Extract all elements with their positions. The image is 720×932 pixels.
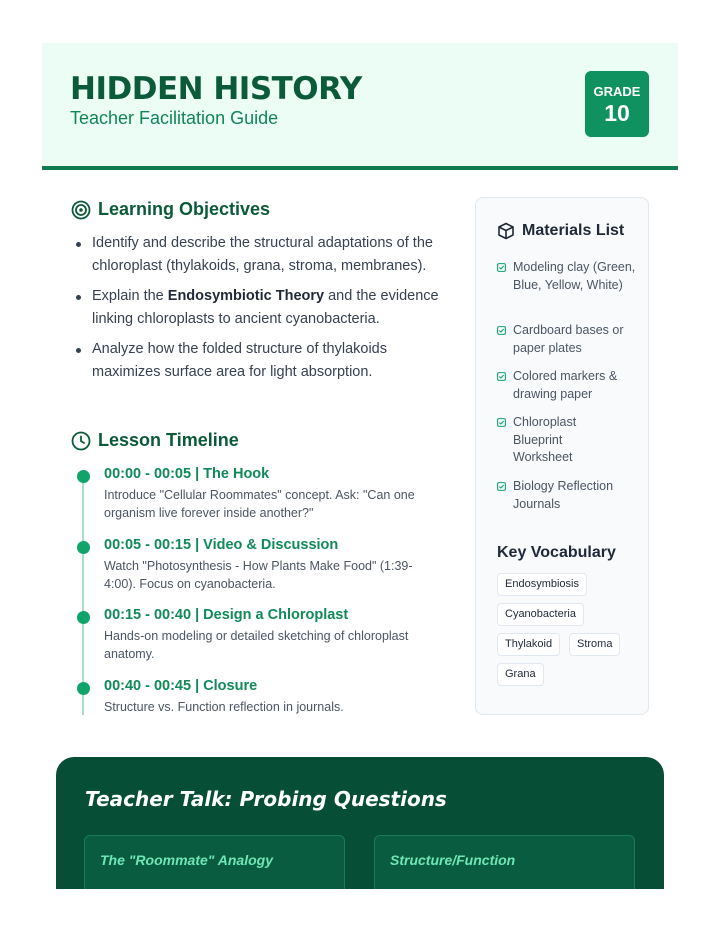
- timeline-dot: [77, 682, 90, 695]
- page-title: HIDDEN HISTORY: [70, 71, 362, 107]
- timeline-time: 00:00 - 00:05 | The Hook: [104, 466, 270, 482]
- teacher-talk-heading: Teacher Talk: Probing Questions: [85, 787, 447, 811]
- check-square-icon: [497, 326, 506, 335]
- vocab-tag: Cyanobacteria: [497, 603, 584, 626]
- objective-item: Analyze how the folded structure of thylakoids maximizes surface area for light absorption.: [76, 338, 448, 384]
- vocab-tag: Stroma: [569, 633, 620, 656]
- box-icon: [497, 222, 515, 240]
- header: [42, 43, 678, 170]
- timeline-desc: Hands-on modeling or detailed sketching of chloroplast anatomy.: [104, 629, 409, 661]
- timeline-heading-text: Lesson Timeline: [98, 430, 239, 450]
- materials-heading: [497, 222, 624, 240]
- material-label: Modeling clay (Green, Blue, Yellow, White): [513, 260, 636, 292]
- grade-badge: [585, 71, 649, 137]
- grade-number: 10: [604, 100, 630, 126]
- material-item: [497, 414, 609, 467]
- timeline-time: 00:05 - 00:15 | Video & Discussion: [104, 537, 339, 553]
- objective-emphasis: Endosymbiotic Theory: [167, 288, 325, 304]
- timeline-time: 00:40 - 00:45 | Closure: [104, 678, 258, 694]
- target-icon: [71, 200, 91, 220]
- material-label: Chloroplast Blueprint Worksheet: [513, 415, 577, 464]
- sidebar-panel: [475, 197, 649, 715]
- timeline-heading: [71, 430, 239, 451]
- check-square-icon: [497, 482, 506, 491]
- check-square-icon: [497, 372, 506, 381]
- material-label: Colored markers & drawing paper: [513, 369, 618, 401]
- material-item: [497, 259, 637, 294]
- objective-item: Identify and describe the structural adaptations of the chloroplast (thylakoids, grana, stroma, membranes).: [76, 232, 448, 278]
- timeline-desc: Structure vs. Function reflection in journals.: [104, 700, 344, 714]
- vocabulary-heading: Key Vocabulary: [497, 544, 616, 561]
- talk-card-title: The "Roommate" Analogy: [100, 852, 273, 868]
- materials-heading-text: Materials List: [522, 222, 625, 239]
- objectives-heading: [71, 199, 270, 220]
- objectives-list: [76, 232, 448, 391]
- timeline-dot: [77, 611, 90, 624]
- timeline-dot: [77, 470, 90, 483]
- check-square-icon: [497, 263, 506, 272]
- objective-item: [76, 285, 448, 331]
- grade-label: GRADE: [593, 84, 641, 99]
- objective-text: Explain the: [92, 288, 168, 304]
- vocab-tag: Endosymbiosis: [497, 573, 587, 596]
- objectives-heading-text: Learning Objectives: [98, 199, 271, 219]
- clock-icon: [71, 431, 91, 451]
- objective-text: and the evidence linking chloroplasts to ancient cyanobacteria.: [92, 288, 439, 327]
- page-bottom-margin: [0, 889, 720, 932]
- material-item: [497, 322, 637, 357]
- page-subtitle: Teacher Facilitation Guide: [70, 108, 279, 128]
- vocab-tag: Grana: [497, 663, 544, 686]
- timeline-desc: Watch "Photosynthesis - How Plants Make Food" (1:39-4:00). Focus on cyanobacteria.: [104, 559, 413, 591]
- material-label: Cardboard bases or paper plates: [513, 323, 624, 355]
- timeline-desc: Introduce "Cellular Roommates" concept. Ask: "Can one organism live forever inside another?": [104, 488, 415, 520]
- talk-card-title: Structure/Function: [390, 852, 516, 868]
- material-item: [497, 478, 637, 513]
- check-square-icon: [497, 418, 506, 427]
- timeline-time: 00:15 - 00:40 | Design a Chloroplast: [104, 607, 349, 623]
- material-item: [497, 368, 637, 403]
- vocab-tag: Thylakoid: [497, 633, 560, 656]
- timeline-dot: [77, 541, 90, 554]
- material-label: Biology Reflection Journals: [513, 479, 614, 511]
- timeline-line: [82, 474, 84, 715]
